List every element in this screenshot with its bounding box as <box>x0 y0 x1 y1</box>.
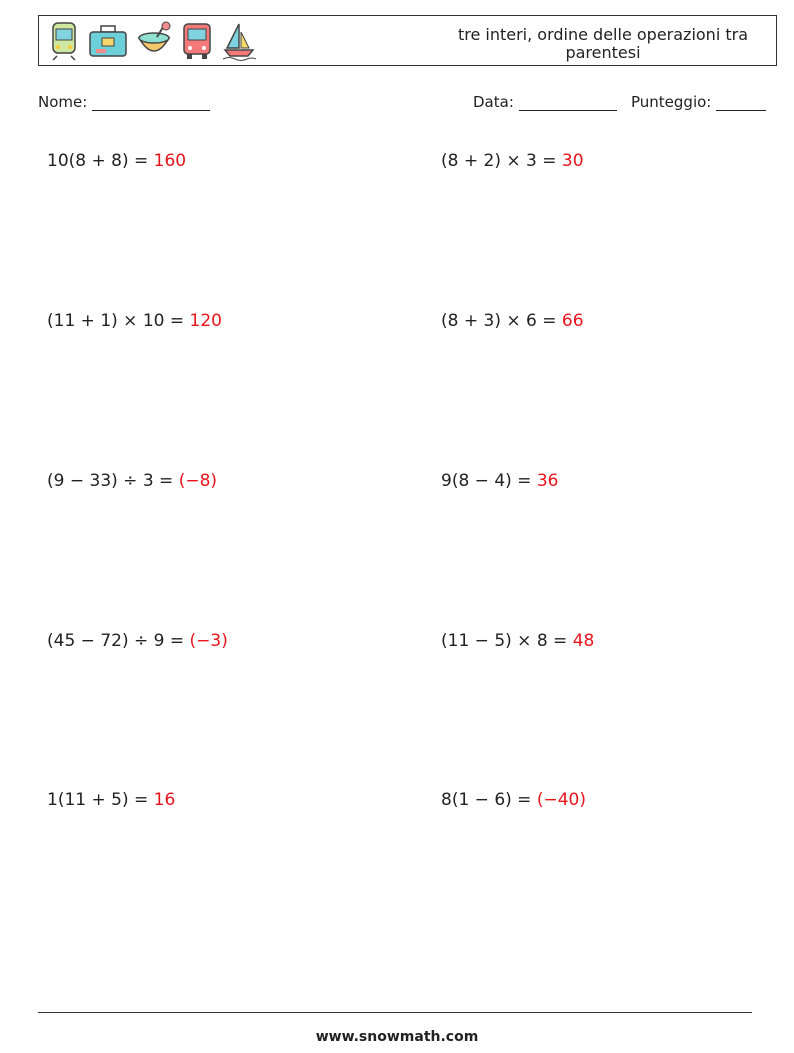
problem-expression: (8 + 2) × 3 = <box>441 151 557 171</box>
problem-8 <box>441 631 594 651</box>
name-blank[interactable] <box>92 94 210 111</box>
coconut-drink-icon <box>135 20 173 62</box>
problem-expression: 9(8 − 4) = <box>441 471 532 491</box>
suitcase-icon <box>87 20 129 62</box>
score-label: Punteggio: <box>631 93 712 111</box>
problem-7 <box>47 631 228 651</box>
problem-answer: (−40) <box>536 790 586 810</box>
worksheet-title: tre interi, ordine delle operazioni tra parentesi <box>457 25 749 62</box>
problem-2 <box>441 151 584 171</box>
problem-answer: 120 <box>189 311 222 331</box>
problem-6 <box>441 471 558 491</box>
score-field <box>631 93 766 111</box>
date-blank[interactable] <box>519 94 617 111</box>
problem-answer: 36 <box>536 471 559 491</box>
name-field <box>38 93 210 111</box>
problem-5 <box>47 471 217 491</box>
problem-expression: 8(1 − 6) = <box>441 790 532 810</box>
problem-answer: (−8) <box>178 471 218 491</box>
problem-expression: (9 − 33) ÷ 3 = <box>47 471 174 491</box>
sailboat-icon <box>221 20 257 62</box>
problem-answer: (−3) <box>189 631 228 651</box>
date-label: Data: <box>473 93 514 111</box>
problem-answer: 160 <box>153 151 187 171</box>
problem-expression: (45 − 72) ÷ 9 = <box>47 631 185 651</box>
problem-expression: (11 + 1) × 10 = <box>47 311 185 331</box>
problem-expression: 10(8 + 8) = <box>47 151 149 171</box>
problem-9 <box>47 790 175 810</box>
problem-expression: 1(11 + 5) = <box>47 790 149 810</box>
date-field <box>473 93 617 111</box>
problem-answer: 16 <box>153 790 176 810</box>
problem-4 <box>441 311 584 331</box>
worksheet-header <box>38 15 777 66</box>
name-label: Nome: <box>38 93 88 111</box>
problem-expression: (8 + 3) × 6 = <box>441 311 557 331</box>
bus-icon <box>179 20 215 62</box>
problem-1 <box>47 151 186 171</box>
problem-3 <box>47 311 222 331</box>
header-icons <box>47 20 257 62</box>
footer-divider <box>38 1012 752 1013</box>
score-blank[interactable] <box>716 94 766 111</box>
problem-answer: 30 <box>561 151 584 171</box>
problem-expression: (11 − 5) × 8 = <box>441 631 568 651</box>
tram-icon <box>47 20 81 62</box>
footer-site-link[interactable]: www.snowmath.com <box>315 1029 479 1045</box>
problem-answer: 48 <box>572 631 595 651</box>
problem-answer: 66 <box>561 311 584 331</box>
problem-10 <box>441 790 586 810</box>
